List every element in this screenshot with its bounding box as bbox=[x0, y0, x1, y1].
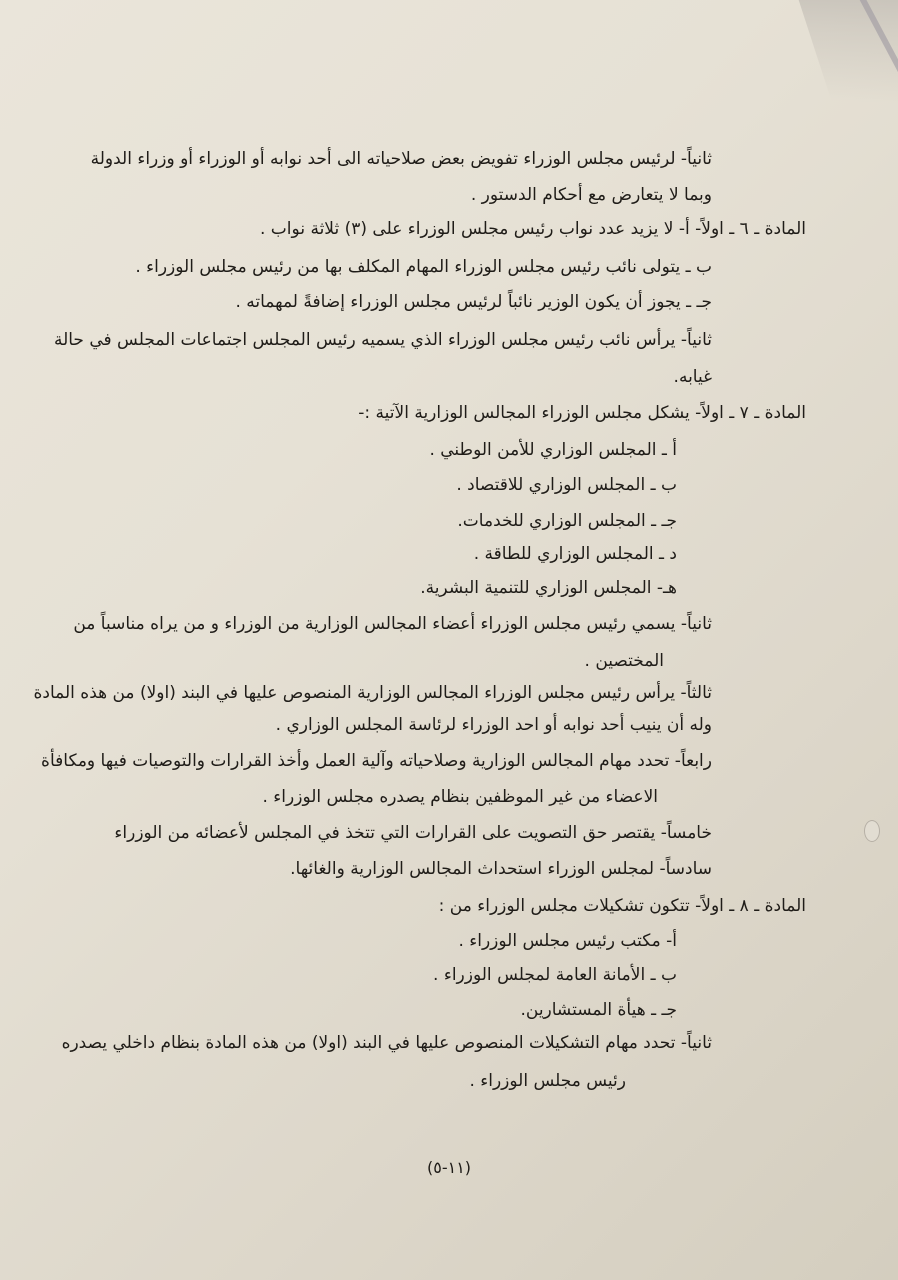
text-line: ب ـ الأمانة العامة لمجلس الوزراء . bbox=[433, 965, 677, 985]
article-heading: المادة ـ ٨ ـ اولاً- تتكون تشكيلات مجلس الوزراء من : bbox=[438, 896, 806, 916]
text-line: هـ- المجلس الوزاري للتنمية البشرية. bbox=[420, 578, 677, 598]
text-line: رئيس مجلس الوزراء . bbox=[469, 1071, 626, 1091]
text-line: ب ـ المجلس الوزاري للاقتصاد . bbox=[456, 475, 677, 495]
text-line: أ ـ المجلس الوزاري للأمن الوطني . bbox=[429, 440, 677, 460]
punch-hole bbox=[864, 820, 880, 842]
text-line: رابعاً- تحدد مهام المجالس الوزارية وصلاحياته وآلية العمل وأخذ القرارات والتوصيات فيها ومكافأة bbox=[41, 751, 712, 771]
text-line: سادساً- لمجلس الوزراء استحداث المجالس الوزارية والغائها. bbox=[290, 859, 712, 879]
text-line: د ـ المجلس الوزاري للطاقة . bbox=[473, 544, 677, 564]
text-line: جـ ـ يجوز أن يكون الوزير نائباً لرئيس مجلس الوزراء إضافةً لمهماته . bbox=[235, 292, 712, 312]
text-line: ب ـ يتولى نائب رئيس مجلس الوزراء المهام المكلف بها من رئيس مجلس الوزراء . bbox=[135, 257, 712, 277]
text-line: ثانياً- تحدد مهام التشكيلات المنصوص عليها في البند (اولا) من هذه المادة بنظام داخلي يصدره bbox=[61, 1033, 712, 1053]
text-line: ثانياً- لرئيس مجلس الوزراء تفويض بعض صلاحياته الى أحد نوابه أو الوزراء أو وزراء الدولة bbox=[90, 149, 712, 169]
text-line: خامساً- يقتصر حق التصويت على القرارات التي تتخذ في المجلس لأعضائه من الوزراء bbox=[114, 823, 712, 843]
text-line: ثانياً- يسمي رئيس مجلس الوزراء أعضاء المجالس الوزارية من الوزراء و من يراه مناسباً من bbox=[73, 614, 712, 634]
text-line: ثانياً- يرأس نائب رئيس مجلس الوزراء الذي يسميه رئيس المجلس اجتماعات المجلس في حالة bbox=[53, 330, 712, 350]
text-line: ثالثاً- يرأس رئيس مجلس الوزراء المجالس الوزارية المنصوص عليها في البند (اولا) من هذه المادة bbox=[33, 683, 712, 703]
page-number: (١١-٥) bbox=[426, 1158, 472, 1177]
text-line: وله أن ينيب أحد نوابه أو احد الوزراء لرئاسة المجلس الوزاري . bbox=[275, 715, 712, 735]
text-line: جـ ـ هيأة المستشارين. bbox=[520, 1000, 677, 1020]
text-line: وبما لا يتعارض مع أحكام الدستور . bbox=[470, 185, 712, 205]
text-line: الاعضاء من غير الموظفين بنظام يصدره مجلس الوزراء . bbox=[262, 787, 658, 807]
text-line: غيابه. bbox=[673, 367, 712, 387]
article-heading: المادة ـ ٧ ـ اولاً- يشكل مجلس الوزراء المجالس الوزارية الآتية :- bbox=[358, 403, 806, 423]
article-heading: المادة ـ ٦ ـ اولاً- أ- لا يزيد عدد نواب رئيس مجلس الوزراء على (٣) ثلاثة نواب . bbox=[260, 219, 806, 239]
text-line: جـ ـ المجلس الوزاري للخدمات. bbox=[457, 511, 677, 531]
text-line: المختصين . bbox=[584, 651, 664, 671]
text-line: أ- مكتب رئيس مجلس الوزراء . bbox=[458, 931, 677, 951]
page-corner-shadow bbox=[793, 0, 898, 154]
